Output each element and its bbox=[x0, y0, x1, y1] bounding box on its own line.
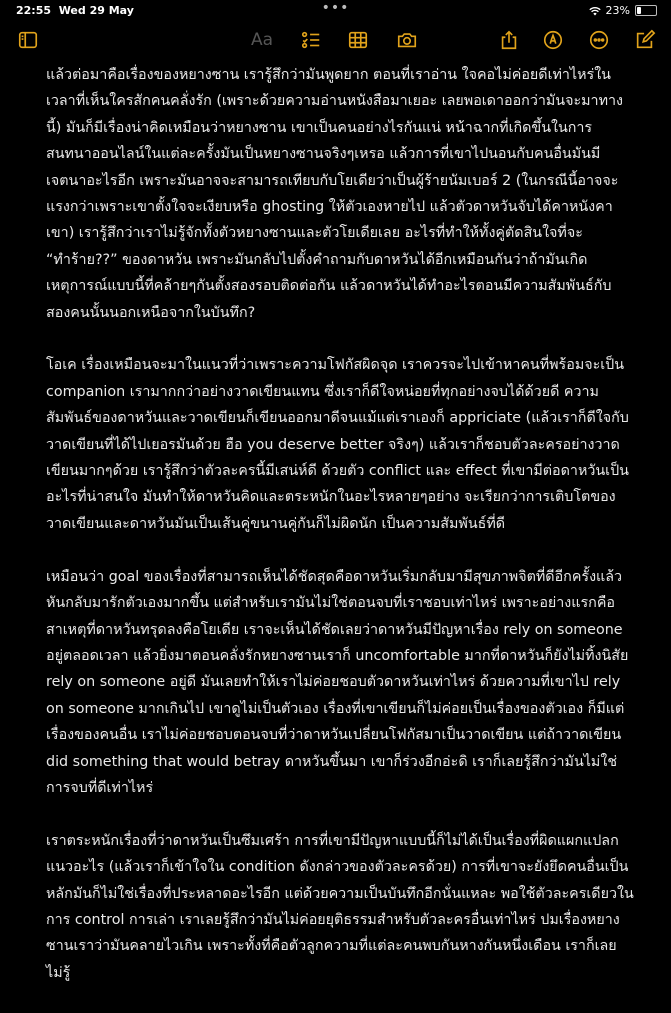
note-body[interactable] bbox=[46, 62, 634, 1013]
battery-icon bbox=[635, 5, 657, 16]
battery-percent: 23% bbox=[605, 4, 630, 17]
markup-pen-icon[interactable] bbox=[541, 28, 565, 52]
wifi-icon bbox=[589, 6, 601, 16]
note-paragraph: แล้วต่อมาคือเรื่องของหยางซาน เรารู้สึกว่ามันพูดยาก ตอนที่เราอ่าน ใจคอไม่ค่อยดีเท่าไหร่ในเวลาที่เห็นใครสักคนคลั่งรัก (เพราะด้วยความอ่านหนังสือมาเยอะ เลยพอเดาออกว่ามันจะมาทางนี้) มันก็มีเรื่องน่าคิดเหมือนว่าหยางซาน เขาเป็นคนอย่างไรกันแน่ หน้าฉากที่เกิดขึ้นในการสนทนาออนไลน์ในแต่ละครั้งมันเป็นหยางซานจริงๆเหรอ แล้วการที่เขาไปนอนกับคนอื่นมันมีเจตนาอะไรอีก เพราะมันอาจจะสามารถเทียบกับโยเดียว่าเป็นผู้ร้ายนัมเบอร์ 2 (ในกรณีนี้อาจจะแรงกว่าเพราะเขาตั้งใจจะเงียบหรือ ghosting ให้ตัวเองหายไป แล้วตัวดาหวันจับได้คาหนังคาเขา) เรารู้สึกว่าเราไม่รู้จักทั้งตัวหยางซานและตัวโยเดียเลย อะไรที่ทำให้ทั้งคู่ตัดสินใจที่จะ “ทำร้าย??” ของดาหวัน เพราะมันกลับไปตั้งคำถามกับดาหวันได้อีกเหมือนกันว่าถ้ามันเกิดเหตุการณ์แบบนี้ที่คล้ายๆกันตั้งสองรอบติดต่อกัน แล้วดาหวันได้ทำอะไรตอนมีความสัมพันธ์กับสองคนนั้นนอกเหนือจากในบันทึก? bbox=[46, 67, 624, 321]
checklist-icon[interactable] bbox=[299, 28, 323, 52]
multitasking-dots[interactable]: ••• bbox=[321, 0, 350, 16]
compose-icon[interactable] bbox=[633, 28, 657, 52]
sidebar-icon[interactable] bbox=[16, 28, 40, 52]
note-paragraph: เราตระหนักเรื่องที่ว่าดาหวันเป็นซึมเศร้า การที่เขามีปัญหาแบบนี้ก็ไม่ได้เป็นเรื่องที่ผิดแผกแปลกแนวอะไร (แล้วเราก็เข้าใจใน condition ดังกล่าวของตัวละครด้วย) การที่เขาจะยังยึดคนอื่นเป็นหลักมันก็ไม่ใช่เรื่องที่ประหลาดอะไรอีก แต่ด้วยความเป็นบันทึกอีกนั่นแหละ พอใช้ตัวละครเดียวในการ control การเล่า เราเลยรู้สึกว่ามันไม่ค่อยยุติธรรมสำหรับตัวละครอื่นเท่าไหร่ ปมเรื่องหยางซานเราว่ามันคลายไวเกิน เพราะทั้งที่คือตัวลูกความที่แต่ละคนพบกันหางกันหนึ่งเดือน เราก็เลยไม่รู้ bbox=[46, 832, 634, 981]
share-icon[interactable] bbox=[497, 28, 521, 52]
note-paragraph: เหมือนว่า goal ของเรื่องที่สามารถเห็นได้ชัดสุดคือดาหวันเริ่มกลับมามีสุขภาพจิตที่ดีอีกครั้งแล้วหันกลับมารักตัวเองมากขึ้น แต่สำหรับเรามันไม่ใช่ตอนจบที่เราชอบเท่าไหร่ เพราะอย่างแรกคือสาเหตุที่ดาหวันทรุดลงคือโยเดีย เราจะเห็นได้ชัดเลยว่าดาหวันมีปัญหาเรื่อง rely on someone อยู่ตลอดเวลา แล้วยิ่งมาตอนคลั่งรักหยางซานเราก็ uncomfortable มากที่ดาหวันก็ยังไม่ทิ้งนิสัย rely on someone อยู่ดี มันเลยทำให้เราไม่ค่อยชอบตัวดาหวันเท่าไหร่ ด้วยความที่เขาไป rely on someone มากเกินไป เขาดูไม่เป็นตัวเอง เรื่องที่เขาเขียนก็ไม่ค่อยเป็นเรื่องของตัวเอง ก็มีแต่เรื่องของคนอื่น เราไม่ค่อยชอบตอนจบที่ว่าดาหวันเปลี่ยนโฟกัสมาเป็นวาดเขียน แต่ถ้าวาดเขียน did something that would betray ดาหวันขึ้นมา เขาก็ร่วงอีกอ่ะดิ เราก็เลยรู้สึกว่ามันไม่ใช่การจบที่ดีเท่าไหร่ bbox=[46, 568, 629, 796]
table-icon[interactable] bbox=[346, 28, 370, 52]
note-paragraph: โอเค เรื่องเหมือนจะมาในแนวที่ว่าเพราะความโฟกัสผิดจุด เราควรจะไปเข้าหาคนที่พร้อมจะเป็น companion เรามากกว่าอย่างวาดเขียนแทน ซึ่งเราก็ดีใจหน่อยที่ทุกอย่างจบได้ด้วยดี ความสัมพันธ์ของดาหวันและวาดเขียนก็เขียนออกมาดีจนแม้แต่เราเองก็ appriciate (แล้วเราก็ดีใจกับวาดเขียนที่ได้ไปเยอรมันด้วย ฮือ you deserve better จริงๆ) แล้วเราก็ชอบตัวละครอย่างวาดเขียนมากๆด้วย เรารู้สึกว่าตัวละครนี้มีเสน่ห์ดี ด้วยตัว conflict และ effect ที่เขามีต่อดาหวันเป็นอะไรที่น่าสนใจ มันทำให้ดาหวันคิดและตระหนักในอะไรหลายๆอย่าง จะเรียกว่าการเติบโตของวาดเขียนและดาหวันมันเป็นเส้นคู่ขนานคู่กันก็ไม่ผิดนัก เป็นความสัมพันธ์ที่ดี bbox=[46, 357, 629, 532]
format-text-icon[interactable]: Aa bbox=[250, 30, 274, 50]
camera-icon[interactable] bbox=[395, 28, 419, 52]
more-icon[interactable] bbox=[587, 28, 611, 52]
status-bar bbox=[0, 0, 671, 22]
notes-toolbar bbox=[0, 24, 671, 58]
status-indicators bbox=[589, 4, 657, 17]
status-time: 22:55 Wed 29 May bbox=[16, 4, 134, 17]
